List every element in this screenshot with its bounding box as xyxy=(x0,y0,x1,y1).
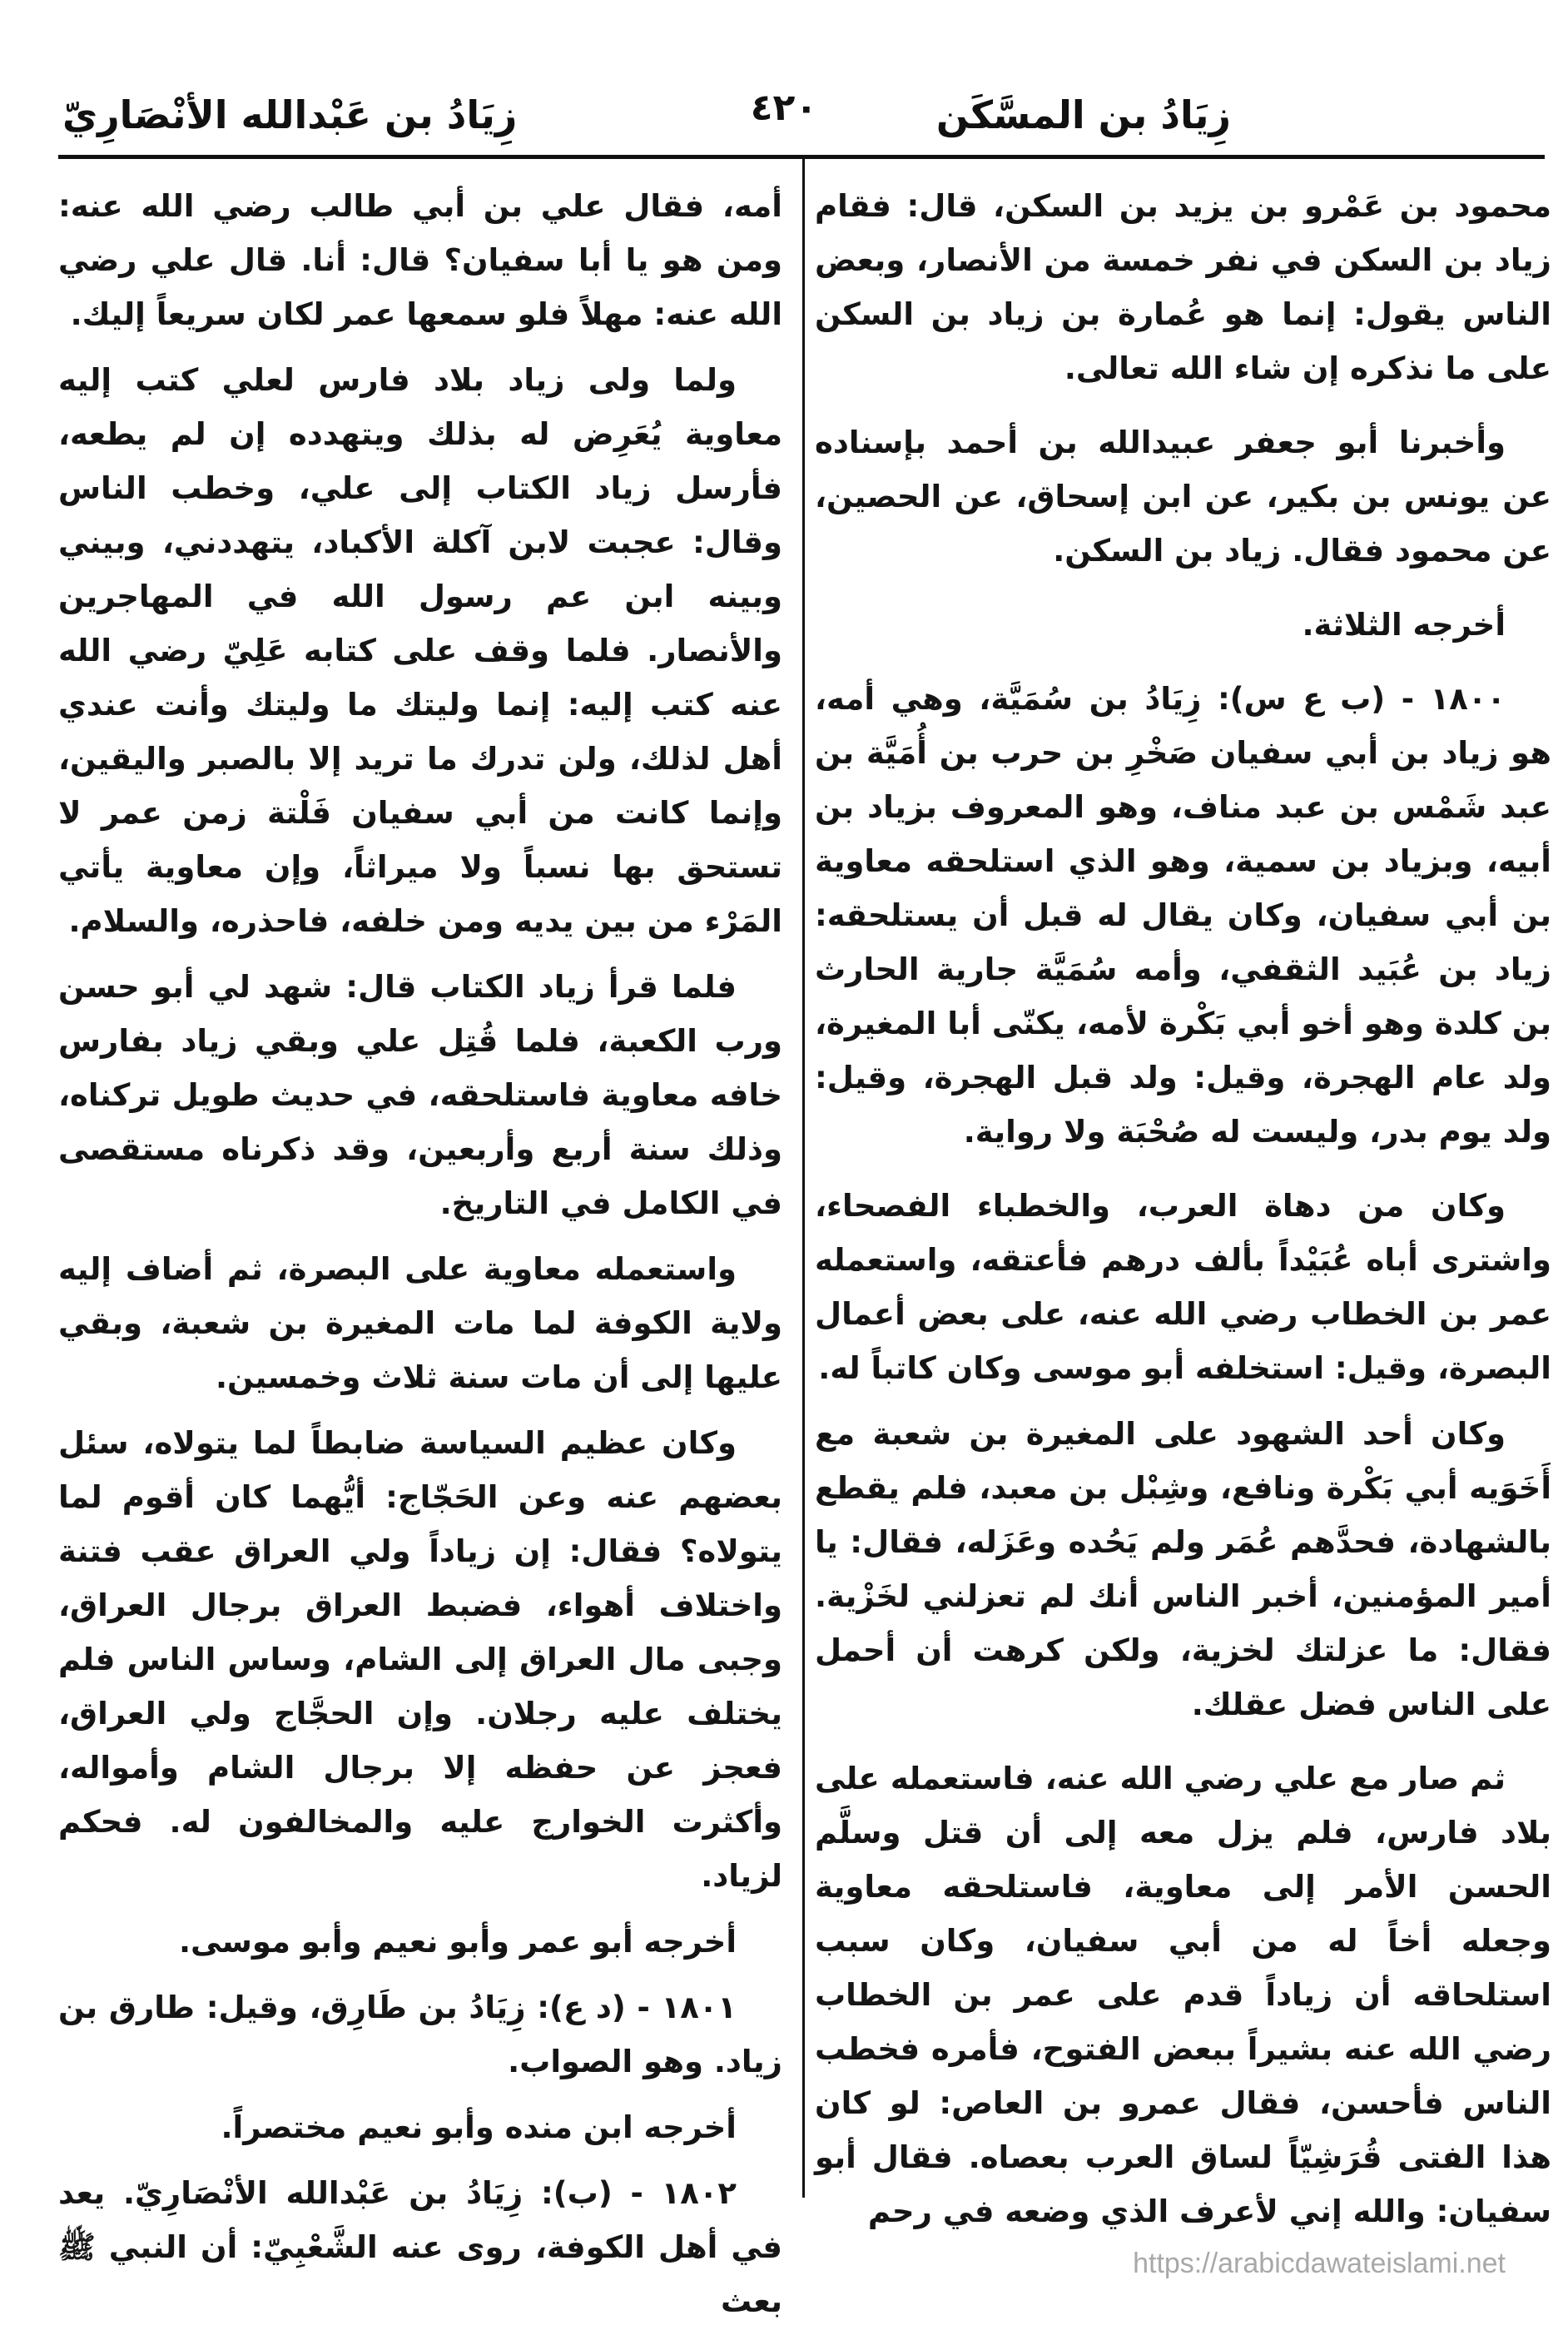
entry-text: وقيل: طارق بن زياد. وهو الصواب. xyxy=(58,1990,782,2079)
entry-text: وهي أمه، هو زياد بن أبي سفيان صَخْرِ بن حرب بن أُمَيَّة بن عبد شَمْس بن عبد مناف، وهو المعروف بزياد بن أبيه، وبزياد بن سمية، وهو الذي استلحقه معاوية بن أبي سفيان، وكان يقال له قبل أن يستلحقه: زياد بن عُبَيد الثقفي، وأمه سُمَيَّة جارية الحارث بن كلدة وهو أخو أبي بَكْرة لأمه، يكنّى أبا المغيرة، ولد عام الهجرة، وقيل: ولد قبل الهجرة، وقيل: ولد يوم بدر، وليست له صُحْبَة ولا رواية. xyxy=(815,681,1551,1150)
paragraph: واستعمله معاوية على البصرة، ثم أضاف إليه ولاية الكوفة لما مات المغيرة بن شعبة، وبقي عليها إلى أن مات سنة ثلاث وخمسين. xyxy=(58,1251,782,1395)
entry-text: يعد في أهل الكوفة، روى عنه الشَّعْبِيّ: أن النبي ﷺ بعث xyxy=(58,2175,782,2319)
paragraph: ثم صار مع علي رضي الله عنه، فاستعمله على بلاد فارس، فلم يزل معه إلى أن قتل وسلَّم الحسن الأمر إلى معاوية، فاستلحقه معاوية وجعله أخاً له من أبي سفيان، وكان سبب استلحاقه أن زياداً قدم على عمر بن الخطاب رضي الله عنه بشيراً ببعض الفتوح، فأمره فخطب الناس فأحسن، فقال عمرو بن العاص: لو كان هذا الفتى قُرَشِيّاً لساق العرب بعصاه. فقال أبو سفيان: والله إني لأعرف الذي وضعه في رحم xyxy=(815,1761,1551,2229)
watermark-url: https://arabicdawateislami.net xyxy=(1133,2248,1506,2279)
entry-name: زِيَادُ بن سُمَيَّة، xyxy=(979,681,1202,717)
paragraph: وكان أحد الشهود على المغيرة بن شعبة مع أَخَوَيه أبي بَكْرة ونافع، وشِبْل بن معبد، فلم يقطع بالشهادة، فحدَّهم عُمَر ولم يَحُده وعَزَله، فقال: يا أمير المؤمنين، أخبر الناس أنك لم تعزلني لخَزْية. فقال: ما عزلتك لخزية، ولكن كرهت أن أحمل على الناس فضل عقلك. xyxy=(815,1416,1551,1722)
paragraph: ولما ولى زياد بلاد فارس لعلي كتب إليه معاوية يُعَرِض له بذلك ويتهدده إن لم يطعه، فأرسل زياد الكتاب إلى علي، وخطب الناس وقال: عجبت لابن آكلة الأكباد، يتهددني، وبيني وبينه ابن عم رسول الله في المهاجرين والأنصار. فلما وقف على كتابه عَلِيّ رضي الله عنه كتب إليه: إنما وليتك ما وليتك وأنت عندي أهل لذلك، ولن تدرك ما تريد إلا بالصبر واليقين، وإنما كانت من أبي سفيان فَلْتة زمن عمر لا تستحق بها نسباً ولا ميراثاً، وإن معاوية يأتي المَرْء من بين يديه ومن خلفه، فاحذره، والسلام. xyxy=(58,362,782,939)
entry-1800 xyxy=(815,672,1551,1159)
right-column xyxy=(815,179,1551,2250)
running-head-left: زِيَادُ بن عَبْدالله الأنْصَارِيّ xyxy=(62,92,518,137)
paragraph: وكان عظيم السياسة ضابطاً لما يتولاه، سئل بعضهم عنه وعن الحَجّاج: أيُّهما كان أقوم لما يتولاه؟ فقال: إن زياداً ولي العراق عقب فتنة واختلاف أهواء، فضبط العراق برجال العراق، وجبى مال العراق إلى الشام، وساس الناس فلم يختلف عليه رجلان. وإن الحجَّاج ولي العراق، فعجز عن حفظه إلا برجال الشام وأمواله، وأكثرت الخوارج عليه والمخالفون له. فحكم لزياد. xyxy=(58,1425,782,1894)
paragraph: أخرجه الثلاثة. xyxy=(1302,607,1506,643)
paragraph: وكان من دهاة العرب، والخطباء الفصحاء، واشترى أباه عُبَيْداً بألف درهم فأعتقه، واستعمله عمر بن الخطاب رضي الله عنه، على بعض أعمال البصرة، وقيل: استخلفه أبو موسى وكان كاتباً له. xyxy=(815,1188,1551,1386)
running-head-right: زِيَادُ بن المسَّكَن xyxy=(935,92,1231,137)
entry-1801 xyxy=(58,1980,782,2089)
entry-name: زِيَادُ بن عَبْدالله الأنْصَارِيّ. xyxy=(122,2175,523,2211)
entry-1802 xyxy=(58,2166,782,2328)
entry-number: ١٨٠٠ - (ب ع س): xyxy=(1217,681,1506,717)
paragraph: محمود بن عَمْرو بن يزيد بن السكن، قال: فقام زياد بن السكن في نفر خمسة من الأنصار، وبعض الناس يقول: إنما هو عُمارة بن زياد بن السكن على ما نذكره إن شاء الله تعالى. xyxy=(815,188,1551,386)
paragraph: فلما قرأ زياد الكتاب قال: شهد لي أبو حسن ورب الكعبة، فلما قُتِل علي وبقي زياد بفارس خافه معاوية فاستلحقه، في حديث طويل تركناه، وذلك سنة أربع وأربعين، وقد ذكرناه مستقصى في الكامل في التاريخ. xyxy=(58,969,782,1221)
header-rule xyxy=(58,155,1545,159)
paragraph: أمه، فقال علي بن أبي طالب رضي الله عنه: ومن هو يا أبا سفيان؟ قال: أنا. قال علي رضي الله عنه: مهلاً فلو سمعها عمر لكان سريعاً إليك. xyxy=(58,188,782,332)
paragraph: أخرجه ابن منده وأبو نعيم مختصراً. xyxy=(221,2109,737,2145)
left-column xyxy=(58,179,782,2340)
entry-number: ١٨٠٢ - (ب): xyxy=(540,2175,737,2211)
paragraph: أخرجه أبو عمر وأبو نعيم وأبو موسى. xyxy=(178,1924,737,1960)
page-number: ٤٢٠ xyxy=(750,87,818,129)
entry-name: زِيَادُ بن طَارِق، xyxy=(309,1990,526,2025)
column-divider xyxy=(802,158,805,2198)
entry-number: ١٨٠١ - (د ع): xyxy=(537,1990,737,2025)
paragraph: وأخبرنا أبو جعفر عبيدالله بن أحمد بإسناده عن يونس بن بكير، عن ابن إسحاق، عن الحصين، عن محمود فقال. زياد بن السكن. xyxy=(815,425,1551,569)
